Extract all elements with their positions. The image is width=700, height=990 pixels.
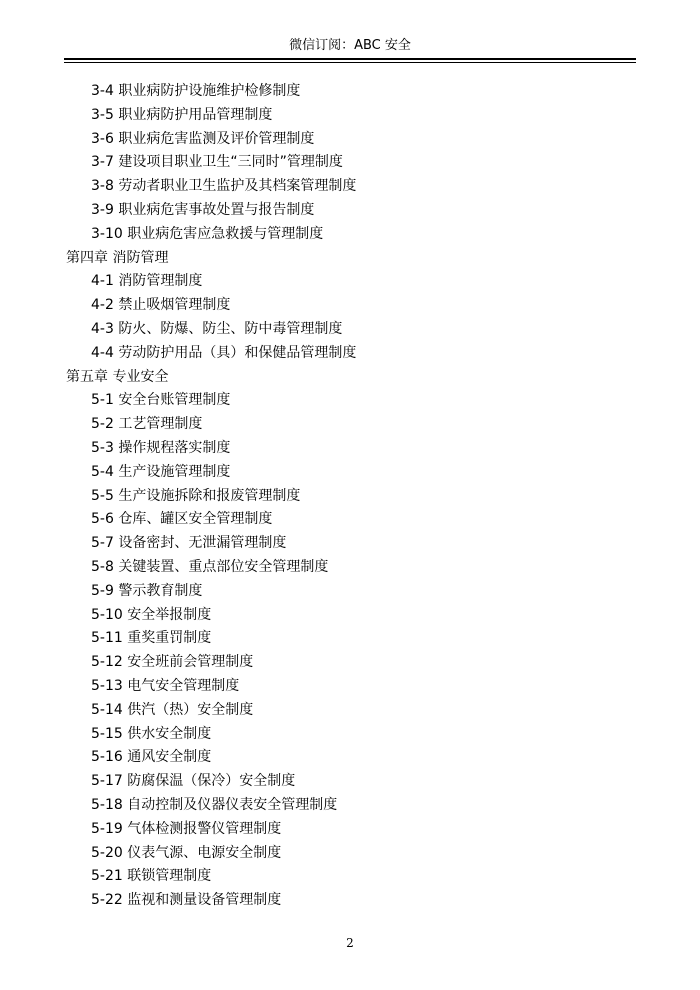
toc-section-item: 4-4 劳动防护用品（具）和保健品管理制度 xyxy=(91,344,357,361)
toc-section-item: 3-6 职业病危害监测及评价管理制度 xyxy=(91,130,315,147)
table-of-contents xyxy=(0,80,700,913)
toc-section-item: 5-15 供水安全制度 xyxy=(91,725,212,742)
toc-section-item: 3-5 职业病防护用品管理制度 xyxy=(91,106,273,123)
toc-section-item: 3-4 职业病防护设施维护检修制度 xyxy=(91,83,301,99)
toc-section-item: 5-1 安全台账管理制度 xyxy=(91,392,231,409)
toc-section-item: 5-14 供汽（热）安全制度 xyxy=(91,701,254,718)
toc-section-item: 5-6 仓库、罐区安全管理制度 xyxy=(91,511,273,528)
header-rule-thin xyxy=(64,62,636,63)
toc-section-item: 5-2 工艺管理制度 xyxy=(91,416,203,433)
toc-section-item: 3-8 劳动者职业卫生监护及其档案管理制度 xyxy=(91,178,357,195)
toc-section-item: 4-3 防火、防爆、防尘、防中毒管理制度 xyxy=(91,320,343,337)
toc-section-item: 5-12 安全班前会管理制度 xyxy=(91,654,254,671)
toc-section-item: 5-5 生产设施拆除和报废管理制度 xyxy=(91,487,301,504)
toc-section-item: 5-17 防腐保温（保冷）安全制度 xyxy=(91,773,296,790)
toc-section-item: 5-4 生产设施管理制度 xyxy=(91,463,231,480)
toc-section-item: 4-1 消防管理制度 xyxy=(91,273,203,290)
toc-chapter-heading: 第五章 专业安全 xyxy=(66,368,169,385)
page-number: 2 xyxy=(346,936,354,950)
toc-chapter-heading: 第四章 消防管理 xyxy=(66,249,169,266)
toc-section-item: 3-7 建设项目职业卫生“三同时”管理制度 xyxy=(91,154,343,171)
toc-section-item: 5-9 警示教育制度 xyxy=(91,582,203,599)
toc-section-item: 5-10 安全举报制度 xyxy=(91,606,212,623)
toc-section-item: 5-16 通风安全制度 xyxy=(91,749,212,766)
toc-section-item: 5-18 自动控制及仪器仪表安全管理制度 xyxy=(91,796,338,813)
header-rule-thick xyxy=(64,58,636,60)
toc-section-item: 5-8 关键装置、重点部位安全管理制度 xyxy=(91,558,329,575)
toc-section-item: 5-22 监视和测量设备管理制度 xyxy=(91,892,282,909)
toc-section-item: 5-21 联锁管理制度 xyxy=(91,868,212,885)
toc-section-item: 3-9 职业病危害事故处置与报告制度 xyxy=(91,201,315,218)
toc-section-item: 5-19 气体检测报警仪管理制度 xyxy=(91,820,282,837)
toc-section-item: 4-2 禁止吸烟管理制度 xyxy=(91,297,231,314)
toc-section-item: 5-7 设备密封、无泄漏管理制度 xyxy=(91,535,287,552)
page-header-title: 微信订阅：ABC 安全 xyxy=(289,38,411,53)
toc-section-item: 5-11 重奖重罚制度 xyxy=(91,630,212,647)
toc-section-item: 5-13 电气安全管理制度 xyxy=(91,677,240,694)
toc-section-item: 3-10 职业病危害应急救援与管理制度 xyxy=(91,225,324,242)
toc-section-item: 5-3 操作规程落实制度 xyxy=(91,439,231,456)
toc-section-item: 5-20 仪表气源、电源安全制度 xyxy=(91,844,282,861)
